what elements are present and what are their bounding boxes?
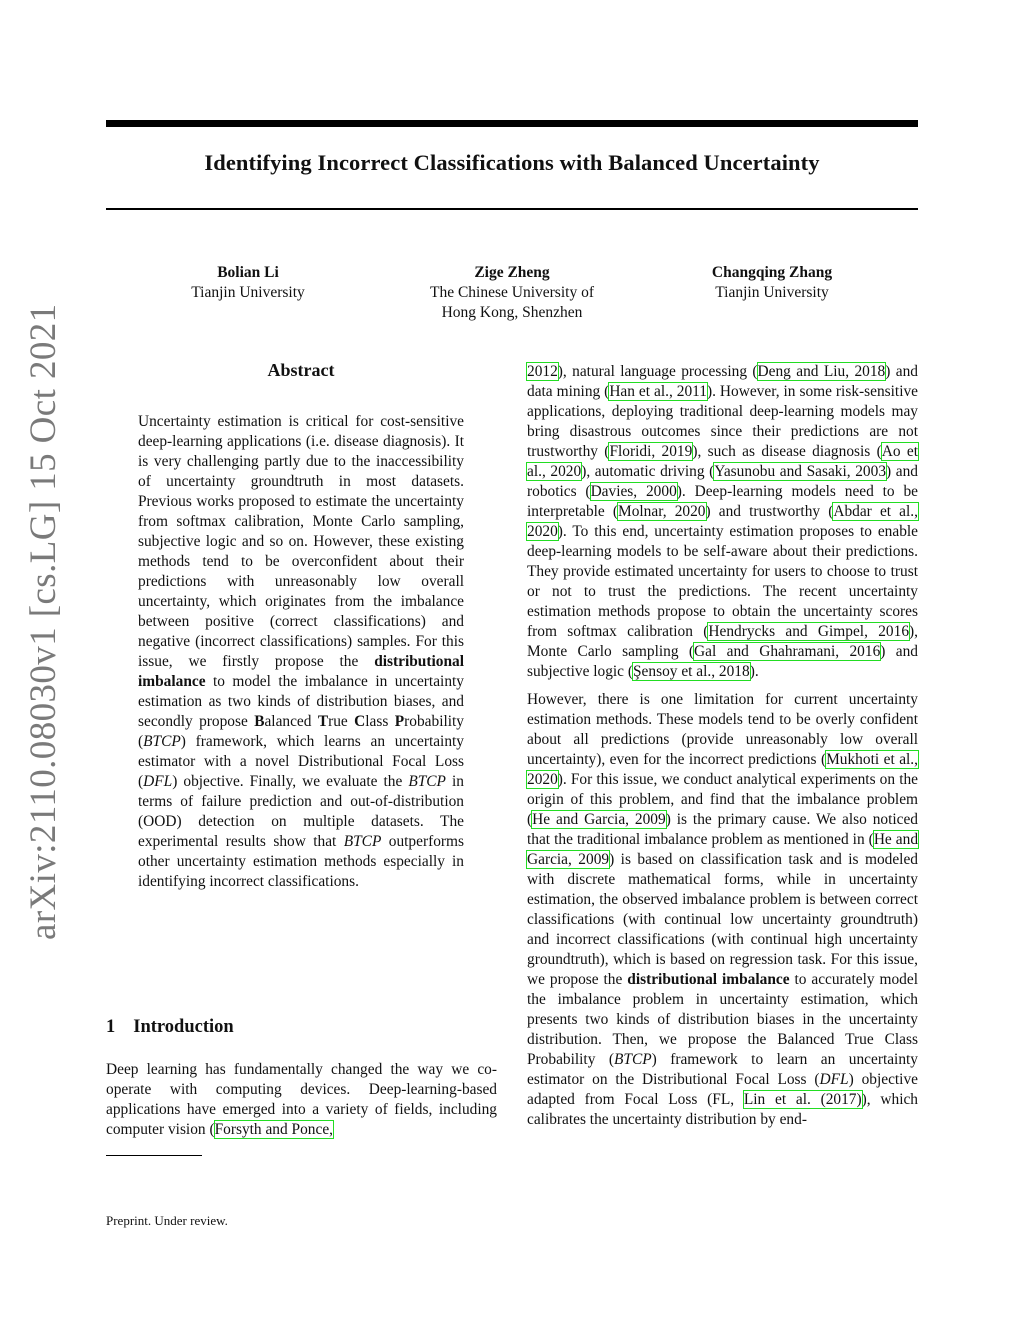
author-name: Zige Zheng	[474, 264, 550, 281]
introduction-text: Deep learning has fundamentally changed the way we co-operate with computing devices. Deep-learning-based applications have emerged into a variety of fields, including computer vision (Forsyth and Ponce,	[106, 1061, 497, 1138]
citation-link[interactable]: Gal and Ghahramani, 2016	[694, 643, 881, 660]
citation-link[interactable]: Mukhoti et al., 2020	[527, 751, 919, 788]
author-affiliation: The Chinese University of Hong Kong, Shenzhen	[429, 284, 594, 321]
paragraph: However, there is one limitation for current uncertainty estimation methods. These models tend to be overly confident about all predictions (provide unreasonably low overall uncertainty), even for the incorrect predictions (Mukhoti et al., 2020). For this issue, we conduct analytical experiments on the origin of this problem, and find that the imbalance problem (He and Garcia, 2009) is the primary cause. We also noticed that the traditional imbalance problem as mentioned in (He and Garcia, 2009) is based on classification task and is modeled with discrete mathematical forms, while in uncertainty estimation, the observed imbalance problem is between correct classifications (with continual low uncertainty groundtruth) and incorrect classifications (with continual high uncertainty groundtruth), which is based on regression task. For this issue, we propose the distributional imbalance to accurately model the imbalance problem in uncertainty estimation, which presents two kinds of distribution biases in the uncertainty distribution. Then, we propose the Balanced True Class Probability (BTCP) framework to learn an uncertainty estimator on the Distributional Focal Loss (DFL) objective adapted from Focal Loss (FL, Lin et al. (2017)), which calibrates the uncertainty distribution by end-	[527, 691, 919, 1128]
author-affiliation: Tianjin University	[715, 284, 829, 301]
citation-link[interactable]: Yasunobu and Sasaki, 2003	[714, 463, 887, 480]
citation-link[interactable]: Forsyth and Ponce,	[214, 1121, 333, 1138]
right-column-text	[527, 362, 918, 1130]
citation-link[interactable]: He and Garcia, 2009	[532, 811, 666, 828]
citation-link[interactable]: He and Garcia, 2009	[527, 831, 919, 868]
citation-link[interactable]: Abdar et al., 2020	[527, 503, 918, 540]
author-block-1	[148, 263, 348, 303]
title-rule-top	[106, 120, 918, 127]
author-name: Bolian Li	[217, 264, 279, 281]
author-affiliation: Tianjin University	[191, 284, 305, 301]
footnote-rule	[106, 1155, 202, 1156]
title-rule-bottom	[106, 208, 918, 210]
abstract-heading: Abstract	[267, 360, 335, 380]
author-block-2	[412, 263, 612, 323]
arxiv-identifier: arXiv:2110.08030v1 [cs.LG] 15 Oct 2021	[23, 303, 64, 940]
paragraph: 2012), natural language processing (Deng and Liu, 2018) and data mining (Han et al., 2011). However, in some risk-sensitive applications, deploying traditional deep-learning models may bring disastrous outcomes since their predictions are not trustworthy (Floridi, 2019), such as disease diagnosis (Ao et al., 2020), automatic driving (Yasunobu and Sasaki, 2003) and robotics (Davies, 2000). Deep-learning models need to be interpretable (Molnar, 2020) and trustworthy (Abdar et al., 2020). To this end, uncertainty estimation proposes to enable deep-learning models to be self-aware about their predictions. They provide estimated uncertainty for users to choose to trust or not to trust the predictions. The recent uncertainty estimation methods propose to obtain the uncertainty scores from softmax calibration (Hendrycks and Gimpel, 2016), Monte Carlo sampling (Gal and Ghahramani, 2016) and subjective logic (Şensoy et al., 2018).	[527, 363, 919, 680]
footnote: Preprint. Under review.	[106, 1213, 228, 1228]
citation-link[interactable]: Molnar, 2020	[618, 503, 706, 520]
citation-link[interactable]: 2012	[527, 363, 558, 380]
citation-link[interactable]: Hendrycks and Gimpel, 2016	[708, 623, 910, 640]
paper-title: Identifying Incorrect Classifications with Balanced Uncertainty	[204, 150, 820, 175]
author-name: Changqing Zhang	[711, 264, 833, 281]
abstract-text: Uncertainty estimation is critical for cost-sensitive deep-learning applications (i.e. disease diagnosis). It is very challenging partly due to the inaccessibility of uncertainty groundtruth in most datasets. Previous works proposed to estimate the uncertainty from softmax calibration, Monte Carlo sampling, subjective logic and so on. However, these existing methods tend to be overconfident about their predictions with unreasonably low overall uncertainty, which originates from the imbalance between positive (correct classifications) and negative (incorrect classifications) samples. For this issue, we firstly propose the distributional imbalance to model the imbalance in uncertainty estimation as two kinds of distribution biases, and secondly propose Balanced True Class Probability (BTCP) framework, which learns an uncertainty estimator with a novel Distributional Focal Loss (DFL) objective. Finally, we evaluate the BTCP in terms of failure prediction and out-of-distribution (OOD) detection on multiple datasets. The experimental results show that BTCP outperforms other uncertainty estimation methods especially in identifying incorrect classifications.	[138, 413, 464, 890]
citation-link[interactable]: Han et al., 2011	[609, 383, 707, 400]
citation-link[interactable]: Deng and Liu, 2018	[757, 363, 886, 380]
citation-link[interactable]: Floridi, 2019	[609, 443, 693, 460]
citation-link[interactable]: Ao et al., 2020	[527, 443, 918, 480]
author-block-3	[672, 263, 872, 303]
citation-link[interactable]: Davies, 2000	[590, 483, 677, 500]
citation-link[interactable]: Lin et al. (2017)	[743, 1091, 862, 1108]
section-heading-introduction: 1 Introduction	[106, 1017, 234, 1037]
citation-link[interactable]: Şensoy et al., 2018	[633, 663, 750, 680]
